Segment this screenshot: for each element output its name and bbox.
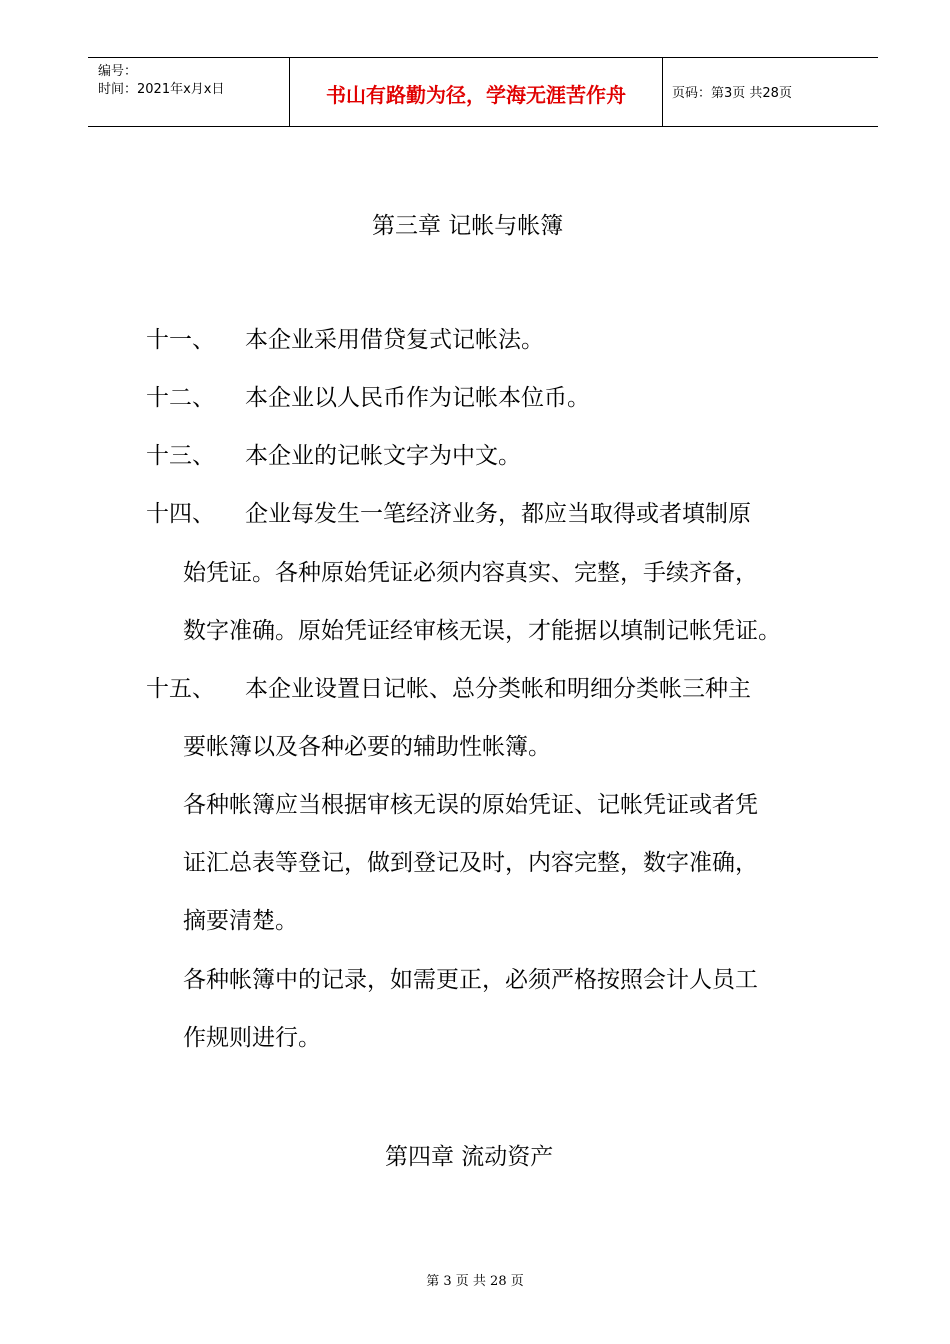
paragraph-line: 作规则进行。 — [183, 1025, 321, 1051]
article-line: 企业每发生一笔经济业务，都应当取得或者填制原 — [245, 501, 751, 527]
article-line: 本企业以人民币作为记帐本位币。 — [245, 385, 590, 411]
article-number: 十四、 — [146, 501, 215, 527]
chapter-3-title: 第三章 记帐与帐簿 — [372, 213, 564, 239]
article-number: 十二、 — [146, 385, 215, 411]
paragraph-line: 证汇总表等登记，做到登记及时，内容完整，数字准确， — [183, 850, 758, 876]
page-label: 页码：第3页 共28页 — [672, 86, 792, 101]
page-header — [88, 57, 878, 127]
article-line: 要帐簿以及各种必要的辅助性帐簿。 — [183, 734, 551, 760]
article-number: 十一、 — [146, 327, 215, 353]
header-info-cell — [88, 58, 290, 126]
paragraph-line: 摘要清楚。 — [183, 908, 298, 934]
article-number: 十五、 — [146, 676, 215, 702]
paragraph-line: 各种帐簿应当根据审核无误的原始凭证、记帐凭证或者凭 — [183, 792, 758, 818]
article-number: 十三、 — [146, 443, 215, 469]
time-label: 时间：2021年x月x日 — [98, 82, 225, 97]
chapter-4-title: 第四章 流动资产 — [385, 1144, 554, 1170]
article-line: 始凭证。各种原始凭证必须内容真实、完整，手续齐备， — [183, 560, 758, 586]
motto: 书山有路勤为径，学海无涯苦作舟 — [326, 83, 626, 107]
page-footer: 第 3 页 共 28 页 — [426, 1274, 524, 1289]
article-line: 数字准确。原始凭证经审核无误，才能据以填制记帐凭证。 — [183, 618, 781, 644]
code-label: 编号： — [98, 64, 138, 79]
paragraph-line: 各种帐簿中的记录，如需更正，必须严格按照会计人员工 — [183, 967, 758, 993]
article-line: 本企业采用借贷复式记帐法。 — [245, 327, 544, 353]
header-motto-cell — [290, 58, 663, 126]
article-line: 本企业的记帐文字为中文。 — [245, 443, 521, 469]
article-line: 本企业设置日记帐、总分类帐和明细分类帐三种主 — [245, 676, 751, 702]
header-page-cell — [663, 58, 878, 126]
